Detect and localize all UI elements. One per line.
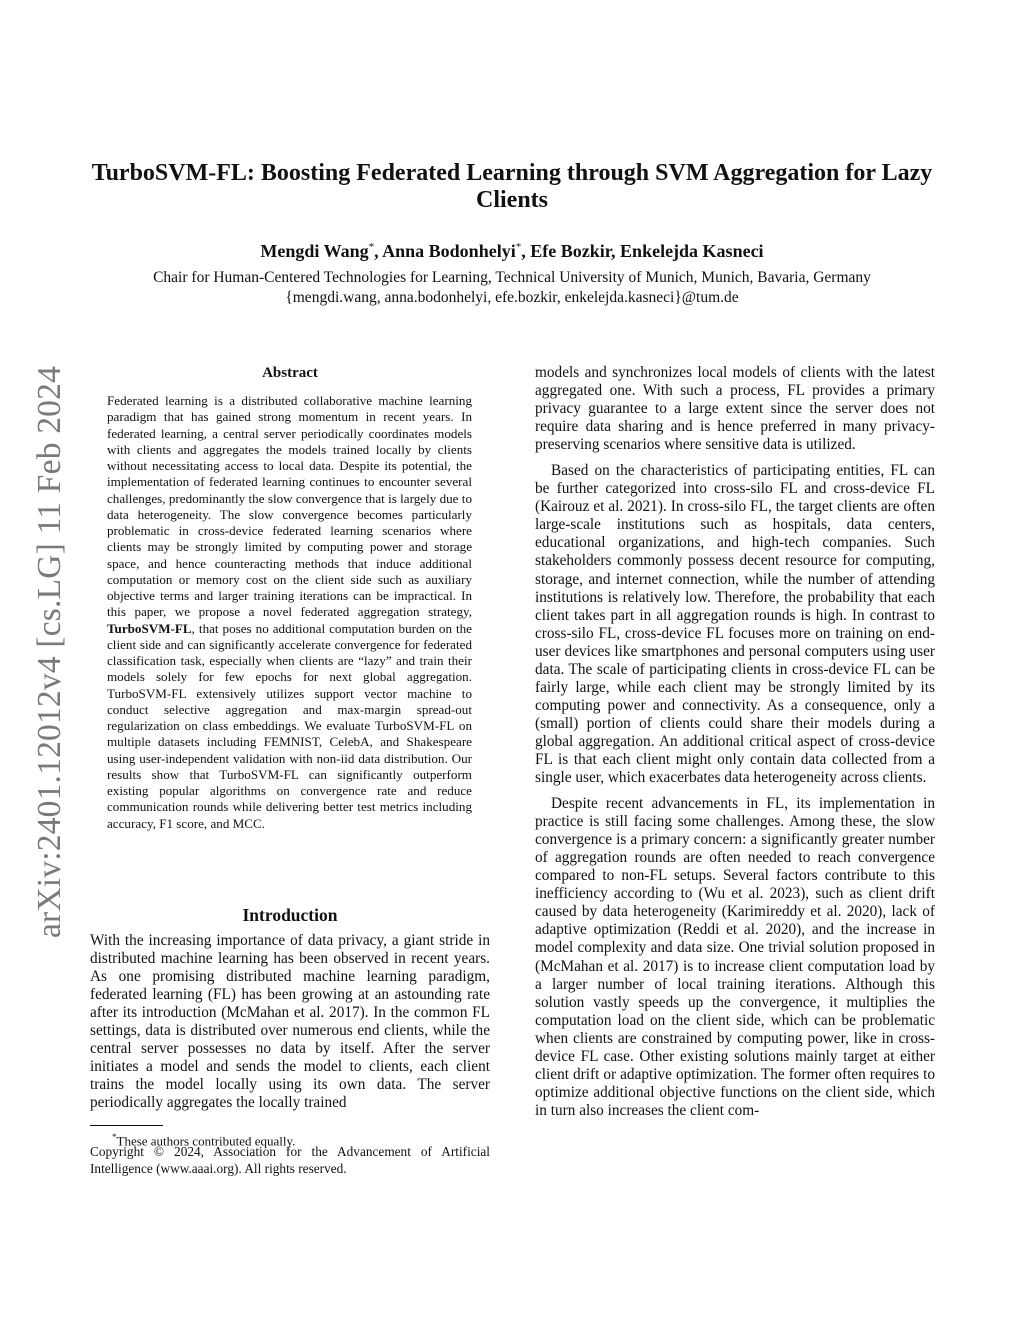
author-list: Mengdi Wang*, Anna Bodonhelyi*, Efe Bozkir, Enkelejda Kasneci — [260, 241, 764, 261]
author-name: Enkelejda Kasneci — [620, 241, 764, 261]
body-paragraph: models and synchronizes local models of clients with the latest aggregated one. With such a process, FL provides a primary privacy guarantee to a large extent since the server does not require data sharing and is hence preferred in many privacy-preserving scenarios where sensitive data is utilized. — [535, 364, 935, 454]
author-name: Mengdi Wang — [260, 241, 369, 261]
right-column — [535, 364, 935, 1128]
abstract-text: Federated learning is a distributed collaborative machine learning paradigm that has gained strong momentum in recent years. In federated learning, a central server periodically coordinates models with clients and aggregates the models trained locally by clients without necessitating access to local data. Despite its potential, the implementation of federated learning continues to encounter several challenges, predominantly the slow convergence that is largely due to data heterogeneity. The slow convergence becomes particularly problematic in cross-device federated learning scenarios where clients may be strongly limited by computing power and storage space, and hence counteracting methods that induce additional computation or memory cost on the client side such as auxiliary objective terms and larger training iterations can be impractical. In this paper, we propose a novel federated aggregation strategy, TurboSVM-FL, that poses no additional computation burden on the client side and can significantly accelerate convergence for federated classification task, especially when clients are “lazy” and train their models solely for few epochs for next global aggregation. TurboSVM-FL extensively utilizes support vector machine to conduct selective aggregation and max-margin spread-out regularization on class embeddings. We evaluate TurboSVM-FL on multiple datasets including FEMNIST, CelebA, and Shakespeare using user-independent validation with non-iid data distribution. Our results show that TurboSVM-FL can significantly outperform existing popular algorithms on convergence rate and reduce communication rounds while delivering better test metrics including accuracy, F1 score, and MCC. — [107, 393, 472, 831]
affiliation-block — [60, 268, 964, 308]
body-paragraph: Based on the characteristics of participating entities, FL can be further categorized into cross-silo FL and cross-device FL (Kairouz et al. 2021). In cross-silo FL, the target clients are often large-scale institutions such as hospitals, data centers, educational organizations, and high-tech companies. Such stakeholders commonly possess decent resource for computing, storage, and internet connection, while the number of attending institutions is relatively low. Therefore, the probability that each client takes part in all aggregation rounds is high. In contrast to cross-silo FL, cross-device FL focuses more on training on end-user devices like smartphones and personal computers using user data. The scale of participating clients in cross-device FL can be fairly large, while each client may be strongly limited by its computing power and connectivity. As a consequence, only a (small) portion of clients could share their models during a global aggregation. An additional critical aspect of cross-device FL is that each client might only contain data collected from a single user, which exacerbates data heterogeneity across clients. — [535, 462, 935, 787]
equal-contribution-mark: * — [368, 241, 375, 253]
introduction-heading: Introduction — [242, 905, 338, 925]
equal-contribution-mark: * — [515, 241, 522, 253]
abstract-heading: Abstract — [262, 365, 318, 381]
method-name: TurboSVM-FL — [107, 620, 192, 636]
author-emails: {mengdi.wang, anna.bodonhelyi, efe.bozkir, enkelejda.kasneci}@tum.de — [285, 289, 739, 306]
paper-title: TurboSVM-FL: Boosting Federated Learning through SVM Aggregation for Lazy Clients — [91, 160, 933, 213]
author-name: Anna Bodonhelyi — [382, 241, 516, 261]
introduction-paragraph: With the increasing importance of data privacy, a giant stride in distributed machine learning has been observed in recent years. As one promising distributed machine learning paradigm, federated learning (FL) has been growing at an astounding rate after its introduction (McMahan et al. 2017). In the common FL settings, data is distributed over numerous end clients, while the central server possesses no data by itself. After the server initiates a model and sends the model to clients, each client trains the model locally using its own data. The server periodically aggregates the locally trained — [90, 932, 490, 1112]
author-name: Efe Bozkir — [530, 241, 612, 261]
arxiv-identifier: arXiv:2401.12012v4 [cs.LG] 11 Feb 2024 — [31, 365, 68, 939]
affiliation: Chair for Human-Centered Technologies for Learning, Technical University of Munich, Munich, Bavaria, Germany — [153, 269, 871, 286]
body-paragraph: Despite recent advancements in FL, its implementation in practice is still facing some challenges. Among these, the slow convergence is a primary concern: a significantly greater number of aggregation rounds are often needed to reach convergence compared to non-FL setups. Several factors contribute to this inefficiency according to (Wu et al. 2023), such as client drift caused by data heterogeneity (Karimireddy et al. 2020), lack of adaptive optimization (Reddi et al. 2020), and the increase in model complexity and data size. One trivial solution proposed in (McMahan et al. 2017) is to increase client computation load by a larger number of local training iterations. Although this solution vastly speeds up the convergence, it multiplies the computation load on the client side, which can be problematic when clients are constrained by computing power, like in cross-device FL case. Other existing solutions mainly target at either client drift or adaptive optimization. The former often requires to optimize additional objective functions on the client side, which in turn also increases the client com- — [535, 795, 935, 1119]
footnote-mark: * — [112, 1132, 117, 1142]
copyright-notice: Copyright © 2024, Association for the Advancement of Artificial Intelligence (www.aaai.org). All rights reserved. — [90, 1144, 490, 1176]
footnote: *These authors contributed equally. — [112, 1132, 296, 1149]
footnote-rule — [90, 1125, 163, 1126]
